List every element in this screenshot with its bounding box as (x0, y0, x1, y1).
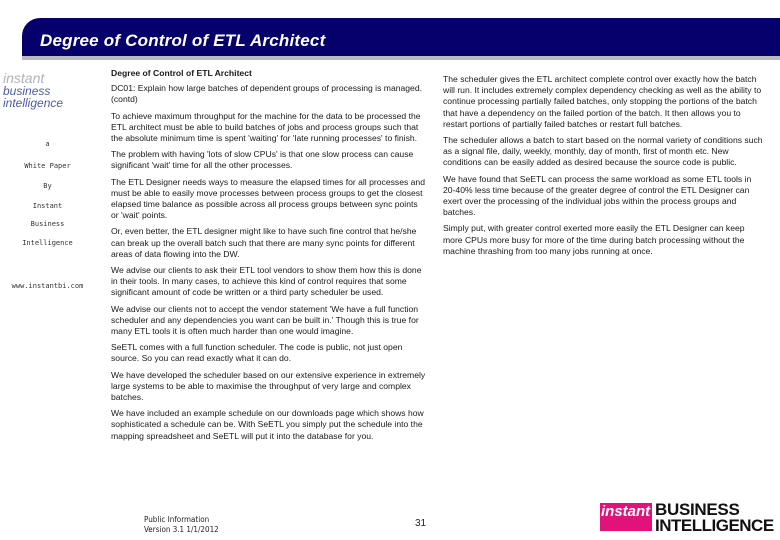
logo-word-intelligence: intelligence (3, 96, 64, 110)
paragraph: The ETL Designer needs ways to measure the elapsed times for all processes and must be able to easily move processes between process groups to get the closest elapsed time balance as possible across all process groups between sync points or 'wait' points. (111, 176, 425, 221)
paragraph: We advise our clients to ask their ETL tool vendors to show them how this is done in their tools. In many cases, to achieve this kind of control requires that some significant amount of code be written or a third party scheduler be used. (111, 265, 422, 298)
logo-instant-box: instant (600, 503, 652, 531)
sidebar-item: White Paper (24, 162, 71, 170)
sidebar-item: Business (30, 220, 65, 228)
paragraph: Or, even better, the ETL designer might like to have such fine control that he/she can break up the overall batch such that there are many sync points for different areas of data flowing into the DW. (111, 226, 417, 259)
sidebar-item: Instant (32, 202, 63, 210)
page-number: 31 (415, 518, 427, 529)
sidebar-item: a (45, 140, 50, 148)
paragraph: To achieve maximum throughput for the machine for the data to be processed the ETL architect must be able to build batches of jobs and process groups such that the absolute minimum time is spent 'waiting' for 'late running processes' to finish. (111, 110, 421, 144)
logo-word-instant: instant (3, 70, 45, 86)
footer-version: Version 3.1 1/1/2012 (144, 525, 219, 534)
logo-intelligence: INTELLIGENCE (655, 516, 774, 535)
paragraph: DC01: Explain how large batches of dependent groups of processing is managed. (contd) (111, 83, 423, 105)
paragraph: We have developed the scheduler based on our extensive experience in extremely large systems to be able to maximise the throughput of very large and complex batches. (111, 369, 426, 403)
company-logo (600, 501, 776, 535)
footer-classification: Public Information (144, 515, 210, 524)
section-heading: Degree of Control of ETL Architect (111, 68, 252, 78)
logo-word-business: business (3, 84, 51, 98)
logo-business: BUSINESS (655, 500, 740, 519)
slide-header (0, 0, 780, 60)
paragraph: The scheduler allows a batch to start based on the normal variety of conditions such as a signal file, daily, weekly, monthly, day of month, first of month etc. New conditions can be easily added as desired because the source code is public. (443, 135, 763, 168)
sidebar-item: By (43, 182, 52, 190)
paragraph: SeETL comes with a full function scheduler. The code is public, not just open source. So you can read exactly what it can do. (111, 342, 403, 364)
footer-info (144, 515, 219, 535)
paragraph: The problem with having 'lots of slow CPUs' is that one slow process can cause significant 'wait' time for all the other processes. (111, 149, 414, 171)
header-underline (22, 56, 780, 60)
right-text-column (443, 74, 765, 262)
sidebar-item: Intelligence (22, 239, 73, 247)
paragraph: We have found that SeETL can process the same workload as some ETL tools in 20-40% less time because of the greater degree of control the ETL Designer can exert over the processing of the individual jobs within the process groups and batches. (443, 173, 752, 218)
paragraph: We advise our clients not to accept the vendor statement 'We have a full function scheduler and any dependencies you want can be built in.' Though this is true for many ETL tools it is often much harder than one would imagine. (111, 303, 419, 337)
sidebar (0, 62, 100, 362)
paragraph: Simply put, with greater control exerted more easily the ETL Designer can keep more CPUs more busy for more of the time during batch processing without the machine thrashing from too many jobs running at once. (443, 223, 745, 256)
website-url[interactable]: www.instantbi.com (11, 282, 84, 290)
paragraph: The scheduler gives the ETL architect complete control over exactly how the batch will run. It includes extremely complex dependency checking as well as the ability to continue processing partially failed batches, only stopping the portions of the batch that have a dependency on the failed portion of the batch. It then allows you to restart portions of partially failed batches or restart full batches. (443, 74, 762, 129)
paragraph: We have included an example schedule on our downloads page which shows how sophisticated a schedule can be. With SeETL you simply put the schedule into the mapping spreadsheet and SeETL will put it into the database for you. (111, 408, 424, 441)
slide-title: Degree of Control of ETL Architect (40, 31, 326, 50)
main-text-column (111, 68, 427, 447)
company-logo-small (3, 72, 87, 120)
